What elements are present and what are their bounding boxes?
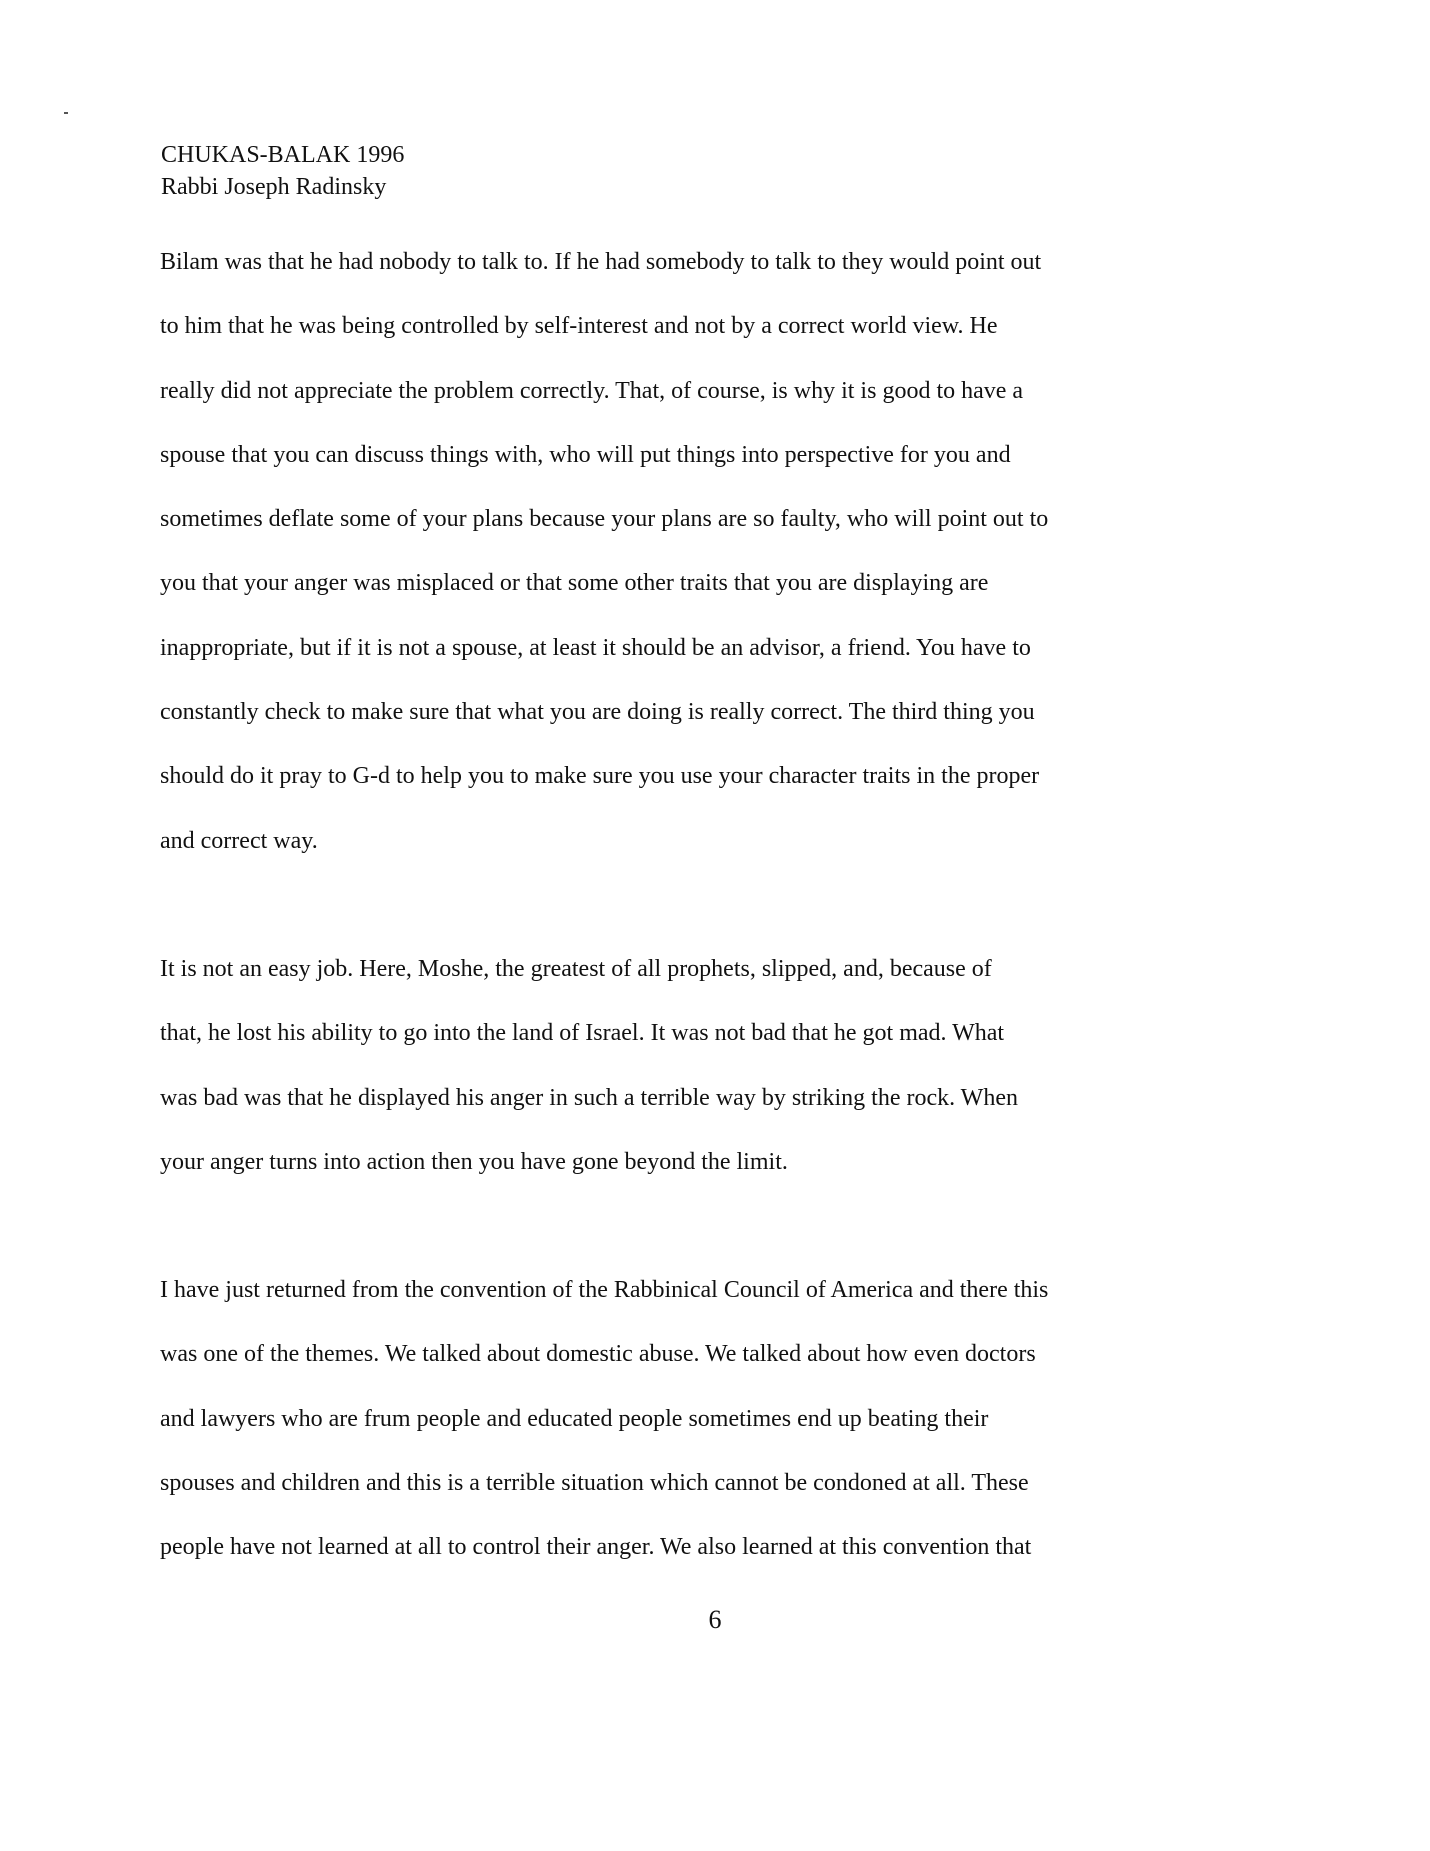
text-line: I have just returned from the convention of the Rabbinical Council of America and there this — [160, 1277, 1049, 1304]
text-line: inappropriate, but if it is not a spouse, at least it should be an advisor, a friend. You have to — [160, 634, 1031, 661]
paragraph-gap — [160, 873, 1250, 937]
text-line: and correct way. — [160, 827, 318, 854]
text-line: should do it pray to G-d to help you to make sure you use your character traits in the proper — [160, 763, 1040, 790]
text-line: was one of the themes. We talked about domestic abuse. We talked about how even doctors — [160, 1341, 1036, 1368]
body-text — [160, 230, 1250, 1580]
document-title: CHUKAS-BALAK 1996 — [161, 142, 405, 168]
text-line: sometimes deflate some of your plans because your plans are so faulty, who will point out to — [160, 506, 1049, 533]
text-line: you that your anger was misplaced or that some other traits that you are displaying are — [160, 570, 989, 597]
page-number: 6 — [708, 1605, 722, 1634]
paragraph-2 — [160, 937, 1250, 1194]
document-author: Rabbi Joseph Radinsky — [161, 174, 387, 200]
text-line: to him that he was being controlled by self-interest and not by a correct world view. He — [160, 313, 998, 340]
paragraph-gap — [160, 1194, 1250, 1258]
text-line: spouses and children and this is a terrible situation which cannot be condoned at all. These — [160, 1470, 1029, 1497]
paragraph-3 — [160, 1258, 1250, 1579]
paragraph-1 — [160, 230, 1250, 873]
text-line: was bad was that he displayed his anger in such a terrible way by striking the rock. When — [160, 1084, 1018, 1111]
scan-speck — [64, 112, 68, 114]
text-line: really did not appreciate the problem correctly. That, of course, is why it is good to have a — [160, 377, 1024, 404]
text-line: your anger turns into action then you have gone beyond the limit. — [160, 1148, 788, 1175]
text-line: constantly check to make sure that what you are doing is really correct. The third thing you — [160, 699, 1035, 726]
text-line: Bilam was that he had nobody to talk to. If he had somebody to talk to they would point out — [160, 249, 1042, 275]
text-line: spouse that you can discuss things with, who will put things into perspective for you and — [160, 441, 1011, 468]
text-line: It is not an easy job. Here, Moshe, the greatest of all prophets, slipped, and, because of — [160, 955, 992, 982]
text-line: that, he lost his ability to go into the land of Israel. It was not bad that he got mad. What — [160, 1020, 1005, 1047]
text-line: people have not learned at all to control their anger. We also learned at this convention that — [160, 1534, 1032, 1561]
text-line: and lawyers who are frum people and educated people sometimes end up beating their — [160, 1405, 989, 1432]
document-header — [161, 139, 404, 203]
